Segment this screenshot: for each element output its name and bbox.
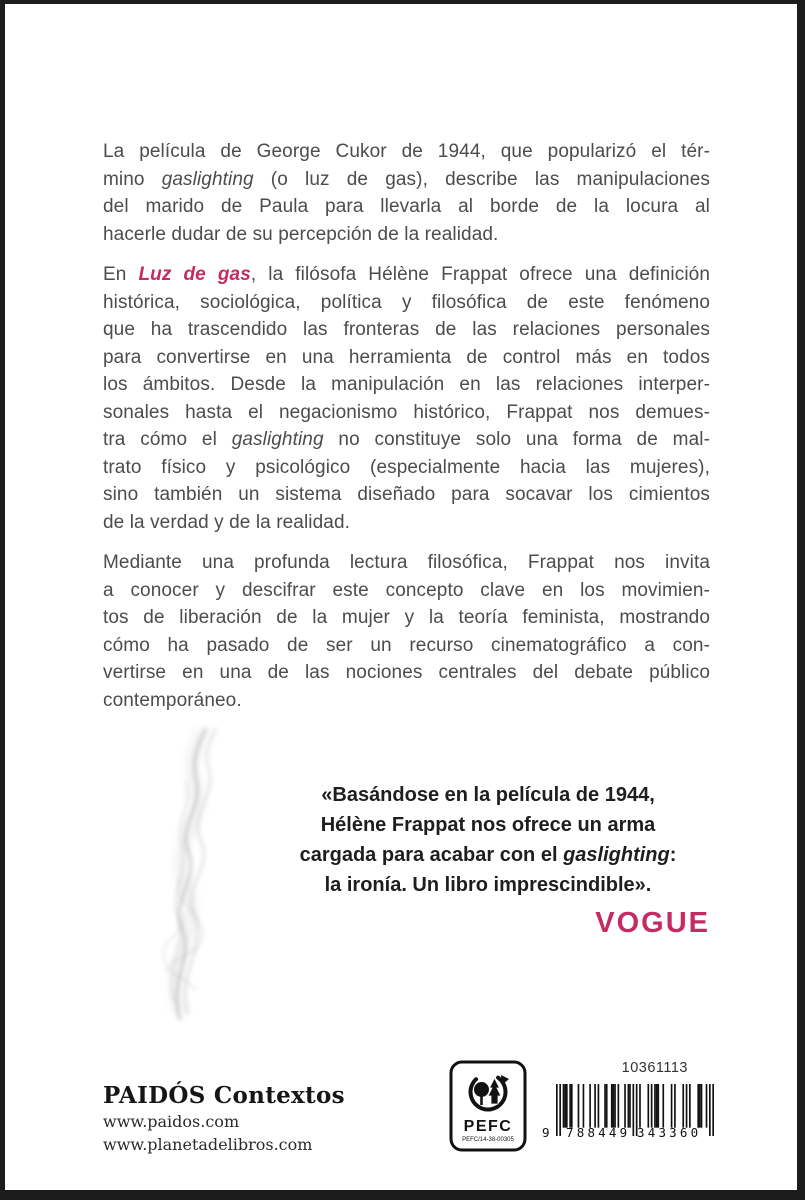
barcode-bar xyxy=(699,1084,701,1128)
barcode-bar xyxy=(674,1084,676,1128)
barcode-bar xyxy=(656,1084,658,1128)
body-line xyxy=(103,221,710,249)
text-run: histórica, sociológica, política y filosófica de este fenómeno xyxy=(103,291,710,313)
barcode-bar xyxy=(712,1084,714,1136)
barcode-first-digit: 9 xyxy=(542,1125,550,1140)
text-run: cómo ha pasado de ser un recurso cinematográfico a con- xyxy=(103,634,710,656)
barcode-bar xyxy=(629,1084,631,1128)
barcode-bar xyxy=(633,1084,635,1136)
smoke-icon xyxy=(136,720,256,1030)
text-run: cargada para acabar con el xyxy=(299,844,564,866)
barcode-bar xyxy=(598,1084,600,1128)
barcode-bar xyxy=(686,1084,688,1128)
text-run: : xyxy=(669,844,677,866)
text-run: tra cómo el xyxy=(103,429,232,450)
text-run: mino xyxy=(103,168,162,190)
barcode-right-digits: 343360 xyxy=(637,1125,702,1140)
barcode-left-digits: 788449 xyxy=(566,1125,631,1140)
barcode-bar xyxy=(628,1084,630,1128)
text-run: Mediante una profunda lectura filosófica, Frappat nos invita xyxy=(103,552,710,573)
barcode-bar xyxy=(671,1084,673,1128)
text-run: Hélène Frappat nos ofrece un arma xyxy=(320,814,656,836)
text-run: no constituye solo una forma de mal- xyxy=(323,429,711,450)
barcode-bar xyxy=(654,1084,656,1128)
text-run: hacerle dudar de su percepción de la realidad. xyxy=(103,223,499,245)
barcode-bar xyxy=(701,1084,703,1128)
body-line xyxy=(103,659,710,687)
text-run: vertirse en una de las nociones centrales del debate público xyxy=(103,662,710,683)
imprint-name: PAIDÓS Contextos xyxy=(103,1082,345,1109)
body-line xyxy=(103,371,710,399)
barcode-bar xyxy=(697,1084,699,1128)
body-line xyxy=(103,509,710,537)
body-line xyxy=(103,549,710,577)
text-run: para convertirse en una herramienta de control más en todos xyxy=(103,346,710,368)
body-line xyxy=(103,604,710,632)
barcode-bar xyxy=(639,1084,641,1128)
paragraph xyxy=(103,261,710,536)
text-run: la ironía. Un libro imprescindible». xyxy=(324,874,652,896)
barcode-bar xyxy=(614,1084,616,1128)
product-code: 10361113 xyxy=(621,1060,688,1076)
pefc-trees-recycle-icon xyxy=(449,1060,527,1152)
body-line xyxy=(103,316,710,344)
barcode-bar xyxy=(651,1084,653,1128)
body-line xyxy=(103,454,710,482)
italic-term: gaslighting xyxy=(161,168,254,190)
barcode-bar xyxy=(578,1084,580,1128)
quote-line xyxy=(266,840,710,870)
barcode-bar xyxy=(662,1084,664,1128)
barcode-bar xyxy=(604,1084,606,1128)
pefc-label-text: PEFC xyxy=(463,1118,513,1135)
body-line xyxy=(103,687,710,715)
barcode-bar xyxy=(647,1084,649,1128)
barcode-bar xyxy=(589,1084,591,1128)
press-quote-lines xyxy=(266,780,710,900)
body-line xyxy=(103,193,710,221)
paragraph xyxy=(103,549,710,714)
body-line xyxy=(103,481,710,509)
text-run: En xyxy=(103,264,139,285)
barcode-bar xyxy=(657,1084,659,1128)
text-run: La película de George Cukor de 1944, que popularizó el tér- xyxy=(103,141,710,162)
text-run: tos de liberación de la mujer y la teoría feminista, mostrando xyxy=(103,607,710,628)
text-run: contemporáneo. xyxy=(103,689,242,711)
barcode-bar xyxy=(682,1084,684,1128)
text-run: «Basándose en la película de 1944, xyxy=(321,784,655,806)
barcode-bar xyxy=(606,1084,608,1128)
barcode-bar xyxy=(706,1084,708,1128)
barcode-bar xyxy=(571,1084,573,1128)
body-line xyxy=(103,138,710,166)
barcode-bar xyxy=(564,1084,566,1128)
barcode-bar xyxy=(583,1084,585,1128)
paragraph xyxy=(103,138,710,248)
body-line xyxy=(103,166,710,194)
barcode-bar xyxy=(624,1084,626,1128)
barcode-bar xyxy=(569,1084,571,1128)
barcode-bar xyxy=(618,1084,620,1128)
smoke-illustration xyxy=(136,720,256,1030)
body-line xyxy=(103,344,710,372)
quote-line xyxy=(266,780,710,810)
planetadelibros-url: www.planetadelibros.com xyxy=(103,1135,313,1154)
book-title-inline: Luz de gas xyxy=(138,264,251,285)
publisher-url: www.paidos.com xyxy=(103,1112,240,1131)
quote-line xyxy=(266,870,710,900)
text-run: sino también un sistema diseñado para socavar los cimientos xyxy=(103,484,710,505)
barcode-bar xyxy=(611,1084,613,1128)
barcode-bar xyxy=(709,1084,711,1136)
pefc-cert-number: PEFC/14-38-00305 xyxy=(462,1137,514,1143)
body-line xyxy=(103,426,710,454)
barcode-bar xyxy=(556,1084,558,1136)
barcode-bar xyxy=(559,1084,561,1136)
synopsis-text xyxy=(103,138,710,727)
text-run: de la verdad y de la realidad. xyxy=(103,511,350,533)
text-run: , la filósofa Hélène Frappat ofrece una definición xyxy=(250,264,710,285)
barcode-bar xyxy=(613,1084,615,1128)
text-run: del marido de Paula para llevarla al borde de la locura al xyxy=(103,196,710,217)
quote-line xyxy=(266,810,710,840)
barcode-bar xyxy=(563,1084,565,1128)
body-line xyxy=(103,399,710,427)
italic-term: gaslighting xyxy=(563,844,670,866)
italic-term: gaslighting xyxy=(231,429,324,450)
barcode-bar xyxy=(594,1084,596,1128)
text-run: sonales hasta el negacionismo histórico, Frappat nos demues- xyxy=(103,401,710,423)
press-quote xyxy=(266,780,710,938)
text-run: los ámbitos. Desde la manipulación en las relaciones interper- xyxy=(103,374,710,395)
text-run: trato físico y psicológico (especialmente hacia las mujeres), xyxy=(103,456,710,478)
body-line xyxy=(103,289,710,317)
barcode-bar xyxy=(689,1084,691,1128)
pefc-certification-logo xyxy=(449,1060,527,1152)
text-run: que ha trascendido las fronteras de las relaciones personales xyxy=(103,319,710,340)
body-line xyxy=(103,632,710,660)
body-line xyxy=(103,577,710,605)
text-run: (o luz de gas), describe las manipulaciones xyxy=(253,168,710,190)
quote-attribution: VOGUE xyxy=(595,907,710,939)
text-run: a conocer y descifrar este concepto clave en los movimien- xyxy=(103,579,710,601)
barcode-bar xyxy=(566,1084,568,1128)
body-line xyxy=(103,261,710,289)
